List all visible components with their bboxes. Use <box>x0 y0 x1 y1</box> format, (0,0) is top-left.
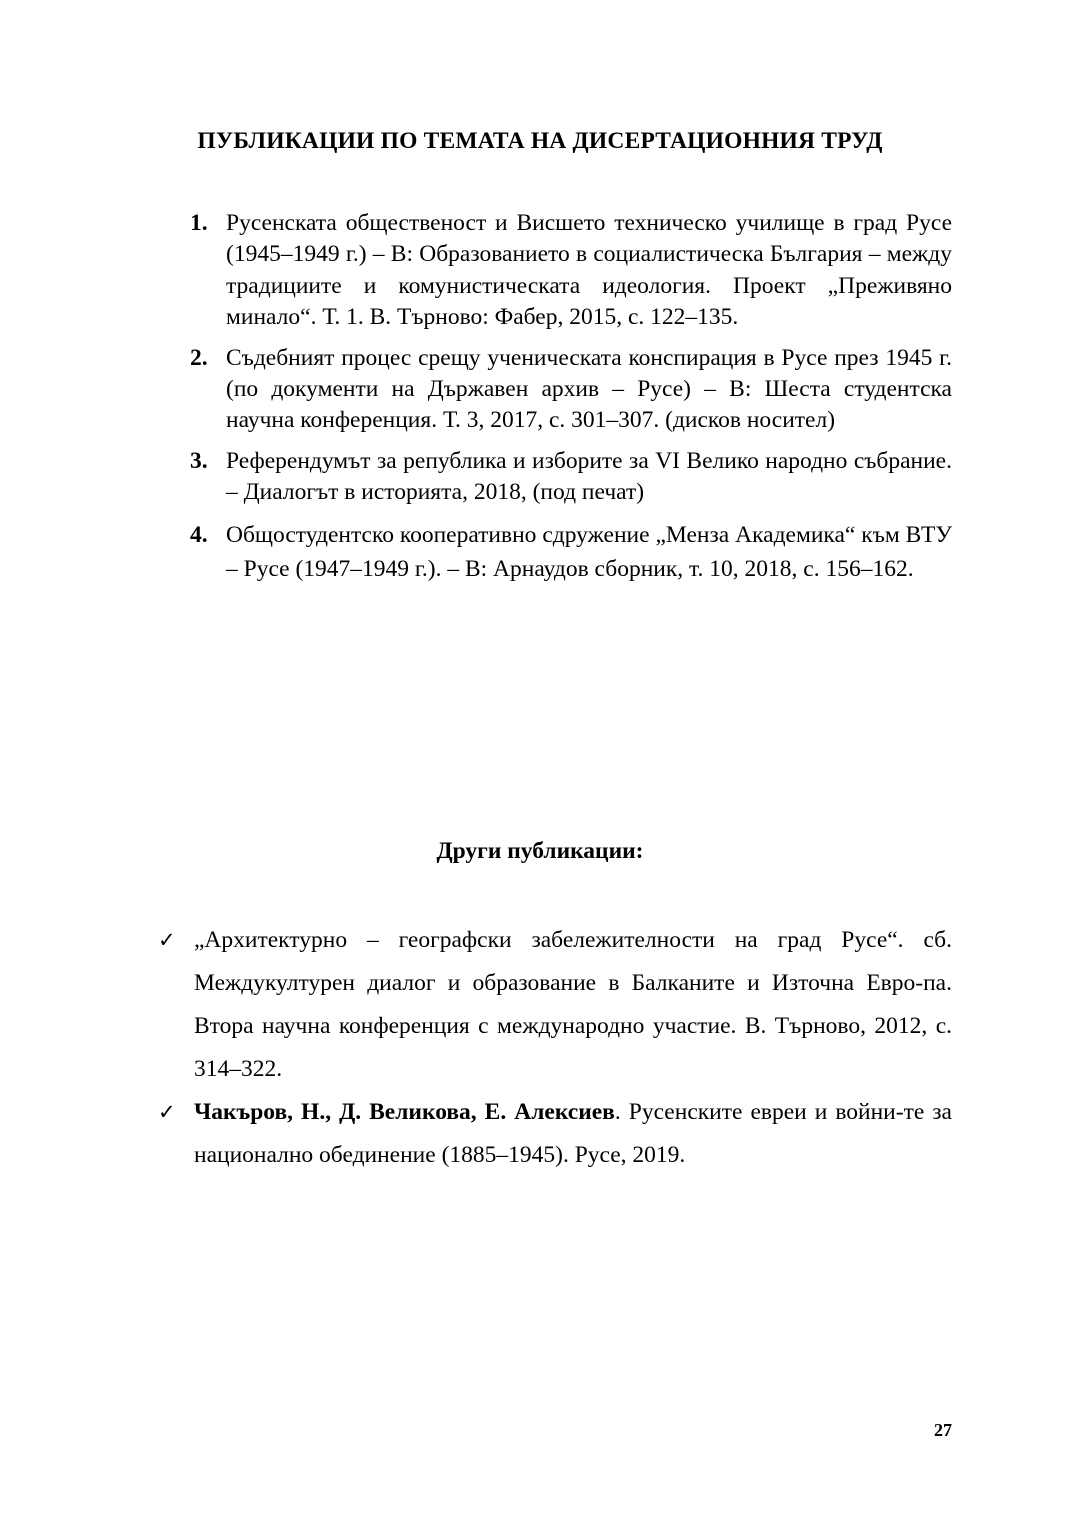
list-item <box>158 919 952 1091</box>
item-body: „Архитектурно – географски забележителности на град Русе“. сб. Междукултурен диалог и образование в Балканите и Източна Евро-па. Втора научна конференция с международно участие. В. Търново, 2012, с. 314–322. <box>194 927 952 1082</box>
item-number: 2. <box>190 344 208 371</box>
item-authors: Чакъров, Н., Д. Великова, Е. Алексиев <box>194 1099 615 1125</box>
item-number: 3. <box>190 447 208 474</box>
checkmark-icon: ✓ <box>158 1100 176 1124</box>
list-item <box>190 518 952 586</box>
page-title: ПУБЛИКАЦИИ ПО ТЕМАТА НА ДИСЕРТАЦИОННИЯ ТРУД <box>197 128 883 154</box>
publications-list <box>190 208 952 595</box>
item-text <box>194 919 952 1091</box>
item-text: Русенската общественост и Висшето техническо училище в град Русе (1945–1949 г.) – В: Образованието в социалистическа България – между традициите и комунистическата идеология. Проект „Преживяно минало“. Т. 1. В. Търново: Фабер, 2015, с. 122–135. <box>226 210 952 331</box>
item-number: 4. <box>190 521 208 548</box>
item-number: 1. <box>190 210 208 236</box>
section-heading: Други публикации: <box>436 838 644 864</box>
other-publications-list <box>158 919 952 1177</box>
list-item <box>158 1091 952 1177</box>
list-item <box>190 343 952 437</box>
item-text: Референдумът за република и изборите за VI Велико народно събрание. – Диалогът в историята, 2018, (под печат) <box>226 447 952 506</box>
item-text <box>194 1091 952 1177</box>
item-body: . Русенските евреи и войни-те за национално обединение (1885–1945). Русе, 2019. <box>194 1099 952 1168</box>
checkmark-icon: ✓ <box>158 928 176 952</box>
page-number: 27 <box>934 1420 952 1440</box>
item-text: Съдебният процес срещу ученическата конспирация в Русе през 1945 г. (по документи на Държавен архив – Русе) – В: Шеста студентска научна конференция. Т. 3, 2017, с. 301–307. (дисков носител) <box>226 344 952 434</box>
item-text: Общостудентско кооперативно сдружение „Менза Академика“ към ВТУ – Русе (1947–1949 г.). – В: Арнаудов сборник, т. 10, 2018, с. 156–162. <box>226 521 952 582</box>
list-item <box>190 208 952 334</box>
list-item <box>190 446 952 509</box>
